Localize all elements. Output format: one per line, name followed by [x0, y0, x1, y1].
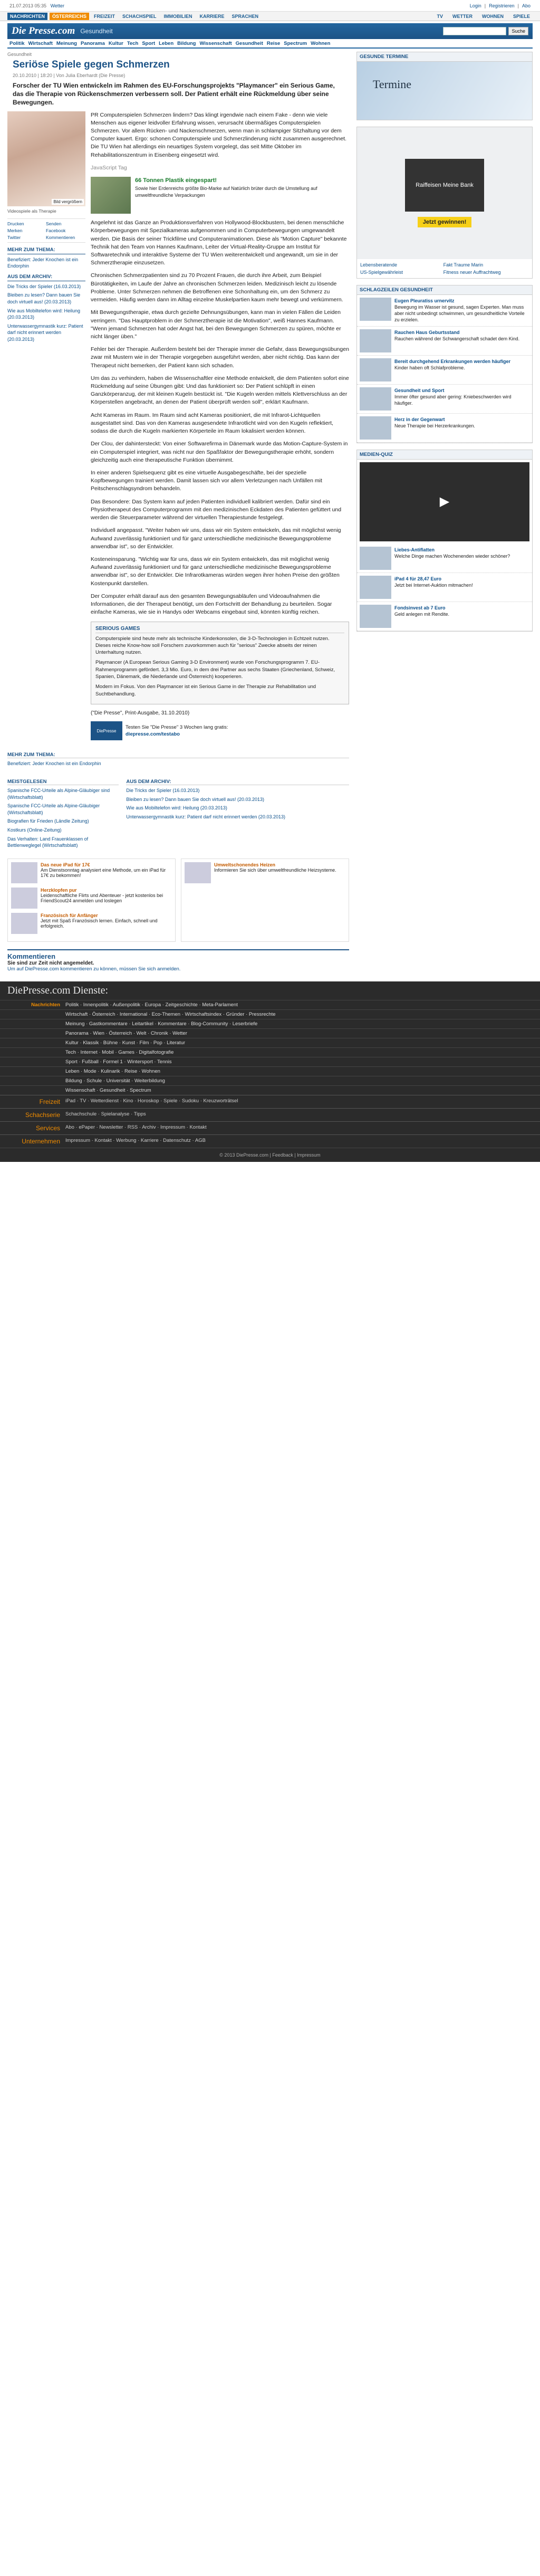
news-text: Kinder haben oft Schlafprobleme.	[394, 365, 465, 370]
sidebar-link[interactable]: Fakt Traume Marin	[443, 262, 484, 268]
archiv-heading: AUS DEM ARCHIV:	[7, 274, 85, 281]
masthead	[7, 23, 533, 39]
news-box	[356, 285, 533, 443]
footer-title: DiePresse.com Dienste:	[7, 984, 109, 996]
article-body	[91, 111, 349, 746]
news-thumb	[360, 358, 391, 381]
cat-bildung[interactable]: Bildung	[177, 40, 196, 46]
side-text: Jetzt bei Internet-Auktion mitmachen!	[394, 582, 473, 588]
footer-links[interactable]: Leben · Mode · Kulinarik · Reise · Wohnen	[65, 1068, 160, 1074]
nav-sprachen[interactable]: SPRACHEN	[232, 13, 259, 19]
cat-panorama[interactable]: Panorama	[80, 40, 105, 46]
ad-text: Sowie hier Erdenreichs größte Bio-Marke auf Natürlich brüter durch die Umstellung auf umweltfreundliche Verpackungen	[135, 186, 317, 198]
ad-image	[91, 177, 131, 214]
footer-links[interactable]: Impressum · Kontakt · Werbung · Karriere · Datenschutz · AGB	[65, 1137, 206, 1143]
current-date: 21.07.2013 05:35	[9, 3, 47, 8]
mehr-zum-thema-list	[7, 256, 85, 270]
paragraph: Chronischen Schmerzpatienten sind zu 70 Prozent Frauen, die durch ihre Arbeit, zum Beispiel Bürotätigkeiten, im Laufe der Jahre an chronischen Schmerzen leiden. Medizinisch leicht zu lösende Probleme. Unter Schmerzen nehmen die Betroffenen eine Schonhaltung ein, um den Schmerz zu vermeiden. Häufig werden dann im Alltag einzelne Muskelpartien kaum mehr bewegt und verkümmern.	[91, 272, 343, 303]
news-heading: SCHLAGZEILEN GESUNDHEIT	[357, 285, 532, 295]
breadcrumb[interactable]: Gesundheit	[7, 52, 32, 57]
sidebar-link[interactable]: Fitness neuer Auffrachtweg	[443, 270, 501, 275]
promo-title: Herzklopfen pur	[41, 887, 77, 893]
footer-category	[7, 1021, 65, 1027]
archiv-column	[126, 772, 349, 851]
cat-leben[interactable]: Leben	[159, 40, 174, 46]
list-item[interactable]: Spanische FCC-Urteile als Alpine-Gläubiger sind (Wirtschaftsblatt)	[7, 787, 110, 800]
paragraph: Fehler bei der Therapie. Außerdem besteht bei der Therapie immer die Gefahr, dass Bewegungsübungen zwar mit Mustern wie in der Therapie vorgegeben ausgeführt werden, aber nicht richtig. Das kann der Therapeut nicht bemerken, der Patient kann sich schaden.	[91, 346, 349, 369]
news-title[interactable]: Rauchen Haus Geburtsstand	[394, 329, 460, 335]
news-text: Neue Therapie bei Herzerkrankungen.	[394, 423, 475, 428]
ad-banner: Raiffeisen Meine Bank	[405, 159, 484, 212]
nav-karriere[interactable]: KARRIERE	[199, 13, 225, 19]
video-box	[356, 450, 533, 632]
video-player[interactable]	[360, 462, 529, 541]
cat-wissenschaft[interactable]: Wissenschaft	[199, 40, 232, 46]
site-logo[interactable]: Die Presse.com	[12, 25, 75, 36]
footer-category	[7, 1078, 65, 1084]
page	[0, 0, 540, 1162]
search-input[interactable]	[443, 27, 506, 35]
news-text: Immer öfter gesund aber gering: Kniebeschwerden wird häufiger.	[394, 394, 512, 406]
bottom-archiv-heading: AUS DEM ARCHIV:	[126, 779, 349, 785]
twitter-button[interactable]: Twitter	[7, 234, 21, 240]
sidebar-ad[interactable]	[356, 127, 533, 279]
footer-section[interactable]: Schachserie	[25, 1111, 60, 1119]
promo-image	[11, 862, 37, 883]
paragraph: PR Computerspielen Schmerzen lindern? Das klingt irgendwie nach einem Fake - denn wie viele Menschen aus eigener leidvoller Erfahrung wissen, verursacht übermäßiges Computerspielen Schmerzen. Vor allem Rücken- und Nackenschmerzen, wenn man in schlampiger Sitzhaltung vor dem Computer kauert. Ergo: schonen Computerspiele und Schmerzlinderung nicht zusammen ausgerechnet. Die TU Wien hat allerdings ein neuartiges System vorgelegt, das seit Mitte Oktober im Rehabilitationszentrum in Eisenberg eingesetzt wird.	[91, 111, 347, 158]
news-title[interactable]: Bereit durchgehend Erkrankungen werden häufiger	[394, 358, 511, 364]
footer-links[interactable]: Tech · Internet · Mobil · Games · Digitalfotografie	[65, 1049, 174, 1055]
cat-kultur[interactable]: Kultur	[108, 40, 123, 46]
nav-spiele[interactable]: SPIELE	[513, 13, 530, 19]
promo-item[interactable]	[11, 862, 172, 883]
article-meta: 20.10.2010 | 18:20 | Von Julia Eberhardt (Die Presse)	[13, 73, 126, 78]
cat-politik[interactable]: Politik	[9, 40, 25, 46]
copyright: © 2013 DiePresse.com | Feedback | Impressum	[0, 1148, 540, 1162]
share-tools	[7, 218, 85, 243]
footer-category	[7, 1068, 65, 1074]
comments-title: Kommentieren	[7, 952, 56, 960]
promo-text: Informieren Sie sich über umweltfreundliche Heizsysteme.	[214, 867, 336, 873]
news-thumb	[360, 329, 391, 352]
archiv-list	[7, 283, 85, 343]
termine-word: Termine	[373, 78, 411, 91]
list-item[interactable]: Unterwassergymnastik kurz: Patient darf nicht erinnert werden (20.03.2013)	[7, 323, 83, 342]
list-item[interactable]: Benefiziert: Jeder Knochen ist ein Endorphin	[7, 761, 101, 767]
footer-category	[7, 1031, 65, 1036]
nav-immobilien[interactable]: IMMOBILIEN	[163, 13, 192, 19]
side-item[interactable]	[357, 544, 532, 573]
footer-section[interactable]: Unternehmen	[22, 1137, 60, 1145]
footer-links[interactable]: Wirtschaft · Österreich · International · Eco-Themen · Wirtschaftsindex · Gründer · Pressrechte	[65, 1011, 276, 1017]
nav-oesterreichs[interactable]: ÖSTERREICHS	[50, 13, 89, 20]
news-thumb	[360, 298, 391, 321]
article-column	[7, 52, 349, 972]
promo-item[interactable]	[185, 862, 345, 883]
paragraph: In einer anderen Spielsequenz gibt es eine virtuelle Ausgabegeschäfte, bei der spezielle Kopfbewegungen trainiert werden. Damit lassen sich vor allem Verletzungen nach Unfällen mit Peitschenschlagsyndrom behandeln.	[91, 470, 322, 492]
news-text: Bewegung im Wasser ist gesund, sagen Experten. Man muss aber nicht unbedingt schwimmen, um gesundheitliche Vorteile zu erzielen.	[394, 304, 525, 323]
footer-section[interactable]: Services	[35, 1124, 60, 1132]
list-item[interactable]: Das Verhalten: Land Frauenklassen of Bettlenweglegel (Wirtschaftsblatt)	[7, 836, 89, 848]
promo-title: Das neue iPad für 17€	[41, 862, 90, 867]
side-text: Welche Dinge machen Wochenenden wieder schöner?	[394, 553, 510, 559]
footer-category: Nachrichten	[31, 1001, 60, 1008]
list-item[interactable]: Bleiben zu lesen? Dann bauen Sie doch virtuell aus! (20.03.2013)	[7, 292, 81, 304]
paragraph: Mit Bewegungstherapie, etwa durch gezielte Dehnungsübungen, kann man in vielen Fällen die Leiden verringern. "Das Hauptproblem in der Schmerztherapie ist die Motivation", weiß Hannes Kaufmann. "Wenn jemand Schmerzen hat oder Angst hat, bei den Bewegungen Schmerzen zu spüren, möchte er nicht länger üben."	[91, 309, 341, 340]
news-thumb	[360, 387, 391, 411]
info-paragraph: Computerspiele sind heute mehr als technische Kinderkonsolen, die 3-D-Technologien in Echtzeit nutzen. Dieses reiche Know-how soll Forschern zuvorkommen auch für "serious" Zwecke abseits der reinen Unterhaltung nutzen.	[95, 635, 330, 656]
list-item[interactable]: Die Tricks der Spieler (16.03.2013)	[7, 283, 81, 289]
article-lead: Forscher der TU Wien entwickeln im Rahmen des EU-Forschungsprojekts "Playmancer" ein Serious Game, das die Therapie von Rückenschmerzen verbessern soll. Der Patient erhält eine Rückmeldung über seine Bewegungen.	[13, 82, 335, 107]
list-item[interactable]: Wie aus Mobiltelefon wird: Heilung (20.03.2013)	[7, 308, 81, 320]
info-paragraph: Modern im Fokus. Von den Playmancer ist ein Serious Game in der Therapie zur Rehabilitation und Suchtbehandlung.	[95, 684, 316, 697]
promo-image	[11, 888, 37, 909]
nav-tv[interactable]: TV	[437, 13, 443, 19]
sidebar-link[interactable]: US-Spielgewährleist	[360, 270, 403, 275]
footer-category	[7, 1050, 65, 1055]
comments-text: Sie sind zur Zeit nicht angemeldet.	[7, 960, 94, 966]
bottom-mehr-heading: MEHR ZUM THEMA:	[7, 752, 349, 758]
list-item[interactable]: Benefiziert: Jeder Knochen ist ein Endorphin	[7, 256, 79, 269]
video-heading: MEDIEN-QUIZ	[357, 450, 532, 460]
abo-teaser-image: DiePresse	[91, 721, 122, 740]
comment-button[interactable]: Kommentieren	[46, 234, 75, 240]
news-text: Rauchen während der Schwangerschaft schadet dem Kind.	[394, 336, 520, 341]
news-item[interactable]	[357, 414, 532, 443]
mehr-zum-thema-heading: MEHR ZUM THEMA:	[7, 247, 85, 254]
footer-links[interactable]: Schachschule · Spielanalyse · Tipps	[65, 1111, 146, 1117]
footer	[0, 981, 540, 1162]
nav-wetter[interactable]: WETTER	[452, 13, 472, 19]
print-note: ("Die Presse", Print-Ausgabe, 31.10.2010)	[91, 710, 190, 716]
nav-schachspiel[interactable]: SCHACHSPIEL	[122, 13, 157, 19]
paragraph: Kosteneinsparung. "Wichtig war für uns, dass wir ein System entwickeln, das mit möglichst wenig Aufwand zuverlässig funktioniert und für ganz unterschiedliche medizinische Bewegungsprobleme anwendbar ist", so der Entwickler. Die Infrarotkameras würden wegen ihrer hohen Preise den größten Kostenpunkt darstellen.	[91, 556, 340, 587]
footer-links[interactable]: Panorama · Wien · Österreich · Welt · Chronik · Wetter	[65, 1030, 187, 1036]
play-icon[interactable]: ▶	[439, 494, 450, 509]
termine-heading: GESUNDE TERMINE	[357, 52, 532, 62]
abo-teaser[interactable]	[91, 721, 349, 740]
promo-title: Umweltschonendes Heizen	[214, 862, 276, 867]
footer-links[interactable]: Wissenschaft · Gesundheit · Spectrum	[65, 1087, 151, 1093]
promo-title: Französisch für Anfänger	[41, 912, 98, 918]
footer-links[interactable]: Bildung · Schule · Universität · Weiterbildung	[65, 1077, 165, 1084]
side-thumb	[360, 605, 391, 628]
promo-section	[7, 858, 349, 942]
footer-category	[7, 1012, 65, 1017]
footer-category	[7, 1059, 65, 1065]
article-image[interactable]	[7, 111, 85, 206]
footer-section[interactable]: Freizeit	[39, 1098, 60, 1105]
footer-links[interactable]: Sport · Fußball · Formel 1 · Wintersport · Tennis	[65, 1058, 172, 1065]
search-form	[443, 27, 528, 35]
news-thumb	[360, 416, 391, 440]
news-title[interactable]: Eugen Pleuratiss urnervitz	[394, 298, 455, 303]
meistgelesen-column	[7, 772, 119, 851]
article-left-column	[7, 111, 85, 746]
footer-links[interactable]: iPad · TV · Wetterdienst · Kino · Horoskop · Spiele · Sudoku · Kreuzworträtsel	[65, 1098, 238, 1104]
termine-box	[356, 52, 533, 120]
news-item[interactable]	[357, 356, 532, 385]
footer-links[interactable]: Meinung · Gastkommentare · Leitartikel · Kommentare · Blog-Community · Leserbriefe	[65, 1020, 258, 1027]
send-button[interactable]: Senden	[46, 221, 62, 226]
abo-teaser-label: Testen Sie "Die Presse" 3 Wochen lang gratis:	[126, 724, 228, 730]
category-nav	[7, 39, 533, 49]
bottom-mehr-list	[7, 760, 349, 767]
cat-gesundheit[interactable]: Gesundheit	[235, 40, 263, 46]
paragraph: Individuell angepasst. "Weiter haben wir uns, dass wir ein System entwickeln, das mit möglichst wenig Aufwand zuverlässig funktioniert und für ganz unterschiedliche medizinische Bewegungsprobleme anwendbar ist", so der Entwickler.	[91, 527, 341, 550]
nav-wohnen[interactable]: WOHNEN	[481, 13, 504, 19]
side-title[interactable]: iPad 4 für 28,47 Euro	[394, 576, 442, 581]
promo-text: Leidenschaftliche Flirts und Abenteuer - jetzt kostenlos bei FriendScout24 anmelden und loslegen	[41, 892, 163, 903]
side-title[interactable]: Liebes-Antiflatten	[394, 547, 435, 552]
cat-sport[interactable]: Sport	[142, 40, 156, 46]
paragraph: Angelehnt ist das Ganze an Produktionsverfahren von Hollywood-Blockbustern, bei denen menschliche Körperbewegungen mit Spezialkameras aufgenommen und in Computerbewegungen umgewandelt werden. Die Basis der seiner Trickfilme und Computeranimationen. Diese als "Motion Capture" bekannte Technik hat den Team von Hannes Kaufmann, Leiter der Virtual-Reality-Gruppe am Institut für Softwaretechnik und interaktive Systeme der TU Wien weiterentwickelt und angewandt, um sie in der Schmerztherapie einzusetzen.	[91, 220, 347, 266]
footer-links[interactable]: Politik · Innenpolitik · Außenpolitik · Europa · Zeitgeschichte · Meta-Parlament	[65, 1001, 238, 1008]
enlarge-image-button[interactable]: Bild vergrößern	[52, 199, 84, 205]
footer-category	[7, 1087, 65, 1093]
sidebar	[356, 52, 533, 972]
search-button[interactable]: Suche	[508, 27, 528, 35]
cat-reise[interactable]: Reise	[266, 40, 281, 46]
nav-nachrichten[interactable]: NACHRICHTEN	[7, 13, 47, 20]
news-item[interactable]	[357, 385, 532, 414]
news-item[interactable]	[357, 327, 532, 356]
news-item[interactable]	[357, 295, 532, 327]
promo-text: Am Dienstsonntag analysiert eine Methode, um ein iPad für 17€ zu bekommen!	[41, 867, 166, 878]
promo-image	[11, 913, 37, 934]
list-item[interactable]: Biografien für Frieden (Ländle Zeitung)	[7, 818, 89, 824]
promo-item[interactable]	[11, 913, 172, 934]
ad-title: 66 Tonnen Plastik eingespart!	[135, 177, 217, 184]
sidebar-link[interactable]: Lebensberatende	[360, 262, 398, 268]
list-item[interactable]: Unterwassergymnastik kurz: Patient darf nicht erinnert werden (20.03.2013)	[126, 814, 285, 819]
register-link[interactable]: Registrieren	[489, 3, 515, 8]
login-link[interactable]: Login	[469, 3, 481, 8]
side-item[interactable]	[357, 602, 532, 631]
paragraph: Acht Kameras im Raum. Im Raum sind acht Kameras positioniert, die mit Infrarot-Lichtquellen ausgestattet sind. Das von den Kameras ausgesendete Infrarotlicht wird von den Kugeln reflektiert, sodass die durch die Kugeln markierten Körperteile im Raum lokalisiert werden können.	[91, 412, 333, 435]
promo-text: Jetzt mit Spaß Französisch lernen. Einfach, schnell und erfolgreich.	[41, 918, 158, 929]
abo-link[interactable]: Abo	[522, 3, 531, 8]
news-title[interactable]: Herz in der Gegenwart	[394, 416, 445, 422]
list-item[interactable]: Die Tricks der Spieler (16.03.2013)	[126, 787, 200, 793]
paragraph: JavaScript Tag	[91, 164, 127, 171]
inline-ad[interactable]	[91, 177, 349, 214]
image-caption: Videospiele als Therapie	[7, 208, 56, 214]
list-item[interactable]: Spanische FCC-Urteile als Alpine-Gläubiger (Wirtschaftsblatt)	[7, 803, 100, 815]
news-title[interactable]: Gesundheit und Sport	[394, 387, 445, 393]
save-button[interactable]: Merken	[7, 227, 23, 233]
paragraph: Der Clou, der dahintersteckt: Von einer Softwarefirma in Dänemark wurde das Motion-Capture-System in ein Computerspiel integriert, was nicht nur den Spaßfaktor der Bewegungstherapie erhöht, sondern gleichzeitig auch eine therapeutische Funktion übernimmt.	[91, 441, 348, 463]
info-box	[91, 622, 349, 704]
side-thumb	[360, 576, 391, 599]
weather-link[interactable]: Wetter	[50, 3, 64, 8]
paragraph: Um das zu verhindern, haben die Wissenschaftler eine Methode entwickelt, die dem Patienten sofort eine Rückmeldung auf seine Übungen gibt: Und das funktioniert so: Der Patient schlüpft in einen Ganzkörperanzug, der mit kleinen Kugeln bestückt ist. "Die Kugeln werden mittels Klettverschluss an der Körperstellen angebracht, an denen der Patient überprüft werden soll", erklärt Kaufmann.	[91, 375, 349, 406]
list-item[interactable]: Kostkurs (Online-Zeitung)	[7, 827, 62, 833]
section-title: Gesundheit	[80, 27, 113, 35]
top-bar: 21.07.2013 05:35 Wetter Login | Registrieren | Abo	[0, 0, 540, 12]
sidebar-links	[357, 259, 532, 278]
ad-button[interactable]: Jetzt gewinnen!	[418, 217, 472, 227]
list-item[interactable]: Wie aus Mobiltelefon wird: Heilung (20.03.2013)	[126, 805, 227, 811]
info-paragraph: Playmancer (A European Serious Gaming 3-D Environment) wurde von Forschungsprogramm 7. EU-Rahmenprogramm gefördert. 3,3 Mio. Euro, in dem drei Partner aus sechs Staaten (Griechenland, Schweiz, Spanien, Dänemark, die Niederlande und Österreich) kooperieren.	[95, 660, 335, 680]
print-button[interactable]: Drucken	[7, 221, 24, 226]
info-box-title: SERIOUS GAMES	[95, 625, 344, 633]
promo-item[interactable]	[11, 888, 172, 909]
side-title[interactable]: Fondsinvest ab 7 Euro	[394, 605, 446, 610]
cat-wohnen[interactable]: Wohnen	[311, 40, 331, 46]
paragraph: Das Besondere: Das System kann auf jeden Patienten individuell kalibriert werden. Dafür sind ein Physiotherapeut des Computerprogramm mit den medizinischen Eckdaten des Patienten gefüttert und werden die Steuerparameter während der virtuellen Therapiestunde festgelegt.	[91, 498, 342, 521]
side-item[interactable]	[357, 573, 532, 602]
cat-meinung[interactable]: Meinung	[56, 40, 77, 46]
side-thumb	[360, 547, 391, 570]
promo-image	[185, 862, 211, 883]
footer-links[interactable]: Kultur · Klassik · Bühne · Kunst · Film · Pop · Literatur	[65, 1039, 186, 1046]
abo-teaser-link[interactable]: diepresse.com/testabo	[126, 731, 180, 738]
cat-tech[interactable]: Tech	[127, 40, 139, 46]
comments-section	[7, 949, 349, 972]
paragraph: Der Computer erhält darauf aus den gesamten Bewegungsabläufen und Videoaufnahmen die Informationen, die der Therapeut benötigt, um den Fortschritt der Behandlung zu beurteilen. Sogar einfache Kameras, wie sie in Handys oder Webcams eingebaut sind, könnten künftig reichen.	[91, 593, 332, 616]
nav-freizeit[interactable]: FREIZEIT	[94, 13, 115, 19]
footer-links[interactable]: Abo · ePaper · Newsletter · RSS · Archiv · Impressum · Kontakt	[65, 1124, 207, 1130]
side-text: Geld anlegen mit Rendite.	[394, 611, 450, 617]
cat-wirtschaft[interactable]: Wirtschaft	[28, 40, 53, 46]
termine-image[interactable]	[357, 62, 532, 120]
article-title: Seriöse Spiele gegen Schmerzen	[13, 59, 170, 70]
comments-login-link[interactable]: Um auf DiePresse.com kommentieren zu können, müssen Sie sich anmelden.	[7, 966, 181, 972]
footer-category	[7, 1040, 65, 1046]
bottom-related	[7, 772, 349, 851]
list-item[interactable]: Bleiben zu lesen? Dann bauen Sie doch virtuell aus! (20.03.2013)	[126, 796, 265, 802]
facebook-button[interactable]: Facebook	[46, 227, 66, 233]
meistgelesen-heading: MEISTGELESEN	[7, 779, 119, 785]
service-nav	[0, 12, 540, 21]
cat-spectrum[interactable]: Spectrum	[284, 40, 307, 46]
